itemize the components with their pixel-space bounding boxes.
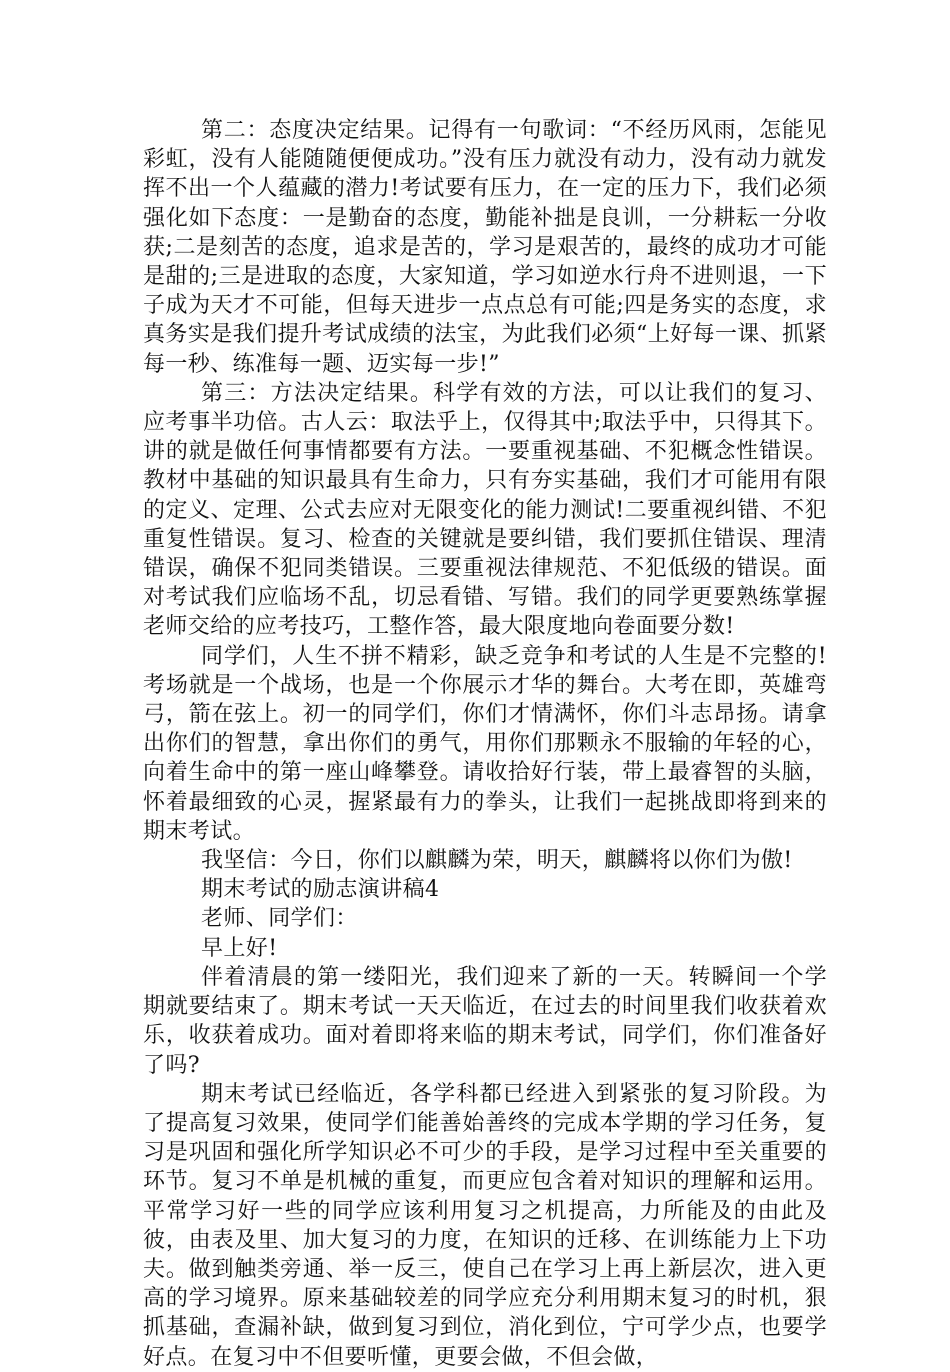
document-body	[143, 116, 827, 1372]
paragraph-intro: 伴着清晨的第一缕阳光，我们迎来了新的一天。转瞬间一个学期就要结束了。期末考试一天天临近，在过去的时间里我们收获着欢乐，收获着成功。面对着即将来临的期末考试，同学们，你们准备好了吗?	[143, 964, 827, 1078]
salutation: 老师、同学们：	[201, 906, 358, 932]
paragraph-attitude: 第二：态度决定结果。记得有一句歌词：“不经历风雨，怎能见彩虹，没有人能随随便便成功。”没有压力就没有动力，没有动力就发挥不出一个人蕴藏的潜力!考试要有压力，在一定的压力下，我们必须强化如下态度：一是勤奋的态度，勤能补拙是良训，一分耕耘一分收获;二是刻苦的态度，追求是苦的，学习是艰苦的，最终的成功才可能是甜的;三是进取的态度，大家知道，学习如逆水行舟不进则退，一下子成为天才不可能，但每天进步一点点总有可能;四是务实的态度，求真务实是我们提升考试成绩的法宝，为此我们必须“上好每一课、抓紧每一秒、练准每一题、迈实每一步!”	[143, 118, 827, 377]
section-title: 期末考试的励志演讲稿4	[201, 877, 440, 903]
paragraph-method: 第三：方法决定结果。科学有效的方法，可以让我们的复习、应考事半功倍。古人云：取法乎上，仅得其中;取法乎中，只得其下。讲的就是做任何事情都要有方法。一要重视基础、不犯概念性错误。教材中基础的知识最具有生命力，只有夯实基础，我们才可能用有限的定义、定理、公式去应对无限变化的能力测试!二要重视纠错、不犯重复性错误。复习、检查的关键就是要纠错，我们要抓住错误、理清错误，确保不犯同类错误。三要重视法律规范、不犯低级的错误。面对考试我们应临场不乱，切忌看错、写错。我们的同学更要熟练掌握老师交给的应考技巧，工整作答，最大限度地向卷面要分数!	[143, 380, 827, 640]
greeting: 早上好!	[201, 935, 278, 961]
paragraph-challenge: 同学们，人生不拼不精彩，缺乏竞争和考试的人生是不完整的!考场就是一个战场，也是一个你展示才华的舞台。大考在即，英雄弯弓，箭在弦上。初一的同学们，你们才情满怀，你们斗志昂扬。请拿出你们的智慧，拿出你们的勇气，用你们那颗永不服输的年轻的心，向着生命中的第一座山峰攀登。请收拾好行装，带上最睿智的头脑，怀着最细致的心灵，握紧最有力的拳头，让我们一起挑战即将到来的期末考试。	[143, 643, 827, 844]
paragraph-belief: 我坚信：今日，你们以麒麟为荣，明天，麒麟将以你们为傲!	[201, 848, 793, 874]
paragraph-review: 期末考试已经临近，各学科都已经进入到紧张的复习阶段。为了提高复习效果，使同学们能善始善终的完成本学期的学习任务，复习是巩固和强化所学知识必不可少的手段，是学习过程中至关重要的环节。复习不单是机械的重复，而更应包含着对知识的理解和运用。平常学习好一些的同学应该利用复习之机提高，力所能及的由此及彼，由表及里、加大复习的力度，在知识的迁移、在训练能力上下功夫。做到触类旁通、举一反三，使自己在学习上再上新层次，进入更高的学习境界。原来基础较差的同学应充分利用期末复习的时机，狠抓基础，查漏补缺，做到复习到位，消化到位，宁可学少点，也要学好点。在复习中不但要听懂，更要会做，不但会做，	[143, 1081, 827, 1370]
